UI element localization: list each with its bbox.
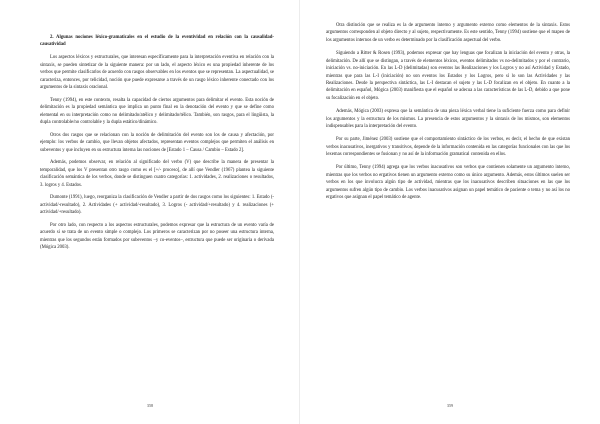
right-paragraph-4: Por su parte, Jiménez (2003) sostiene que el comportamiento sintáctico de los verbos, es decir, el hecho de que existan verbos inacusativos, inergativos y transitivos, depende de la información contenida en las categorías funcionales con las que los lexemas correspondientes se fusionan y no así de la información gramatical contenida en ellos. (326, 137, 570, 158)
left-paragraph-4: Además, podemos observar, en relación al significado del verbo (V) que describe la manera de presentar la temporalidad, que los V presentan otro rasgo como es el [+/- proceso], de allí que Vendler (1967) plantea la siguiente clasificación semántica de los verbos, donde se distinguen cuatro categorías: 1. actividades, 2. realizaciones o resultados, 3. logros y 4. Estados. (40, 160, 274, 188)
left-paragraph-2: Tenny (1994), en este contexto, resalta la capacidad de ciertos argumentos para delimitar el evento. Esta noción de delimitación es la propiedad semántica que implica un punto final en la denotación del evento y que se define como elemental en su interpretación como no delimitado/atélico y delimitado/télico. También, son rasgos, para el lingüista, la dupla controlable/no controlable y la dupla estático/dinámico. (40, 97, 274, 126)
right-paragraph-3: Además, Mógica (2003) expresa que la semántica de una pieza léxica verbal tiene la suficiente fuerza como para definir los argumentos y la estructura de los mismos. La presencia de estos argumentos y la sintaxis de los mismos, son elementos indispensables para la interpretación del evento. (326, 109, 570, 130)
right-paragraph-2: Siguiendo a Ritter & Rosen (1993), podemos expresar que hay lenguas que focalizan la iniciación del evento y otras, la delimitación. De allí que se distingan, a través de elementos léxicos, eventos delimitados vs no-delimitados y por el contrario, iniciación vs. no-iniciación. En las L-D (delimitadas) son eventos las Realizaciones y los Logros y no así Actividad y Estado, mientras que para las L-I (iniciación) no son eventos los Estados y los Logros, pero sí lo son las Actividades y las Realizaciones. Desde la perspectiva sintáctica, las L-I destacan el sujeto y las L-D focalizan en el objeto. En cuanto a la delimitación en español, Mógica (2003) manifiesta que el español se adecua a las características de las L-D, debido a que pone su focalización en el objeto. (326, 51, 570, 101)
left-paragraph-1: Los aspectos léxicos y estructurales, que interesan específicamente para la interpretación eventiva en relación con la sintaxis, se pueden sintetizar de la siguiente manera: por un lado, el aspecto léxico es una propiedad inherente de los verbos que permite clasificarlos de acuerdo con rasgos observables en los eventos que se representan. La aspectualidad, se caracteriza, entonces, por telicidad, noción que puede expresarse a través de un rasgo léxico inherente conectado con los argumentos de la sintaxis oracional. (40, 55, 274, 91)
right-paragraph-1: Otra distinción que se realiza es la de argumento interno y argumento externo como elementos de la sintaxis. Estos argumentos corresponden al objeto directo y al sujeto, respectivamente. Es este sentido, Tenny (1994) sostiene que el mapeo de los argumentos internos de un verbo es determinado por la clasificación aspectual del verbo. (326, 23, 570, 43)
right-page-number: 359 (446, 403, 454, 408)
left-paragraph-3: Otros dos rasgos que se relacionan con la noción de delimitación del evento son los de causa y afectación, por ejemplo: los verbos de cambio, que llevan objetos afectados, representan eventos complejos que permiten el análisis en subeventos y que incluyen en su estructura interna las nociones de [Estado 1 – Causa / Cambio – Estado 2]. (40, 132, 274, 153)
right-paragraph-5: Por último, Tenny (1994) agrega que los verbos inacusativos son verbos que contienen solamente un argumento interno, mientras que los verbos no ergativos tienen un argumento externo como su único argumento. Además, estos últimos suelen ser verbos en los que involucra algún tipo de actividad, mientras que los inacusativos describen situaciones en las que los argumentos sufren algún tipo de cambio. Los verbos inacusativos asignan un papel temático de paciente o tema y no así los no ergativos que asignan el papel temático de agente. (326, 165, 570, 201)
right-page (300, 0, 600, 424)
left-paragraph-6: Por otro lado, con respecto a los aspectos estructurales, podemos expresar que la estructura de un evento varía de acuerdo si se trata de un evento simple o complejo. Los primeros se caracterizan por no poseer una estructura interna, mientras que los segundos están formados por subeventos –y co-eventos–, estructura que puede ser originaria o derivada (Mógica 2003). (40, 222, 274, 251)
left-paragraph-5: Dumonte (1991), luego, reorganiza la clasificación de Vendler a partir de dos rasgos como los siguientes: 1. Estado (- actividad/-resultado), 2. Actividades (+ actividad/-resultado), 3. Logros (- actividad/+resultado) y 4. realizaciones (+ actividad/+resultado). (40, 195, 274, 216)
section-heading: 2. Algunas nociones léxico-gramaticales en el estudio de la eventividad en relación con la causalidad-causatividad (40, 35, 274, 48)
left-page-number: 358 (146, 403, 154, 408)
